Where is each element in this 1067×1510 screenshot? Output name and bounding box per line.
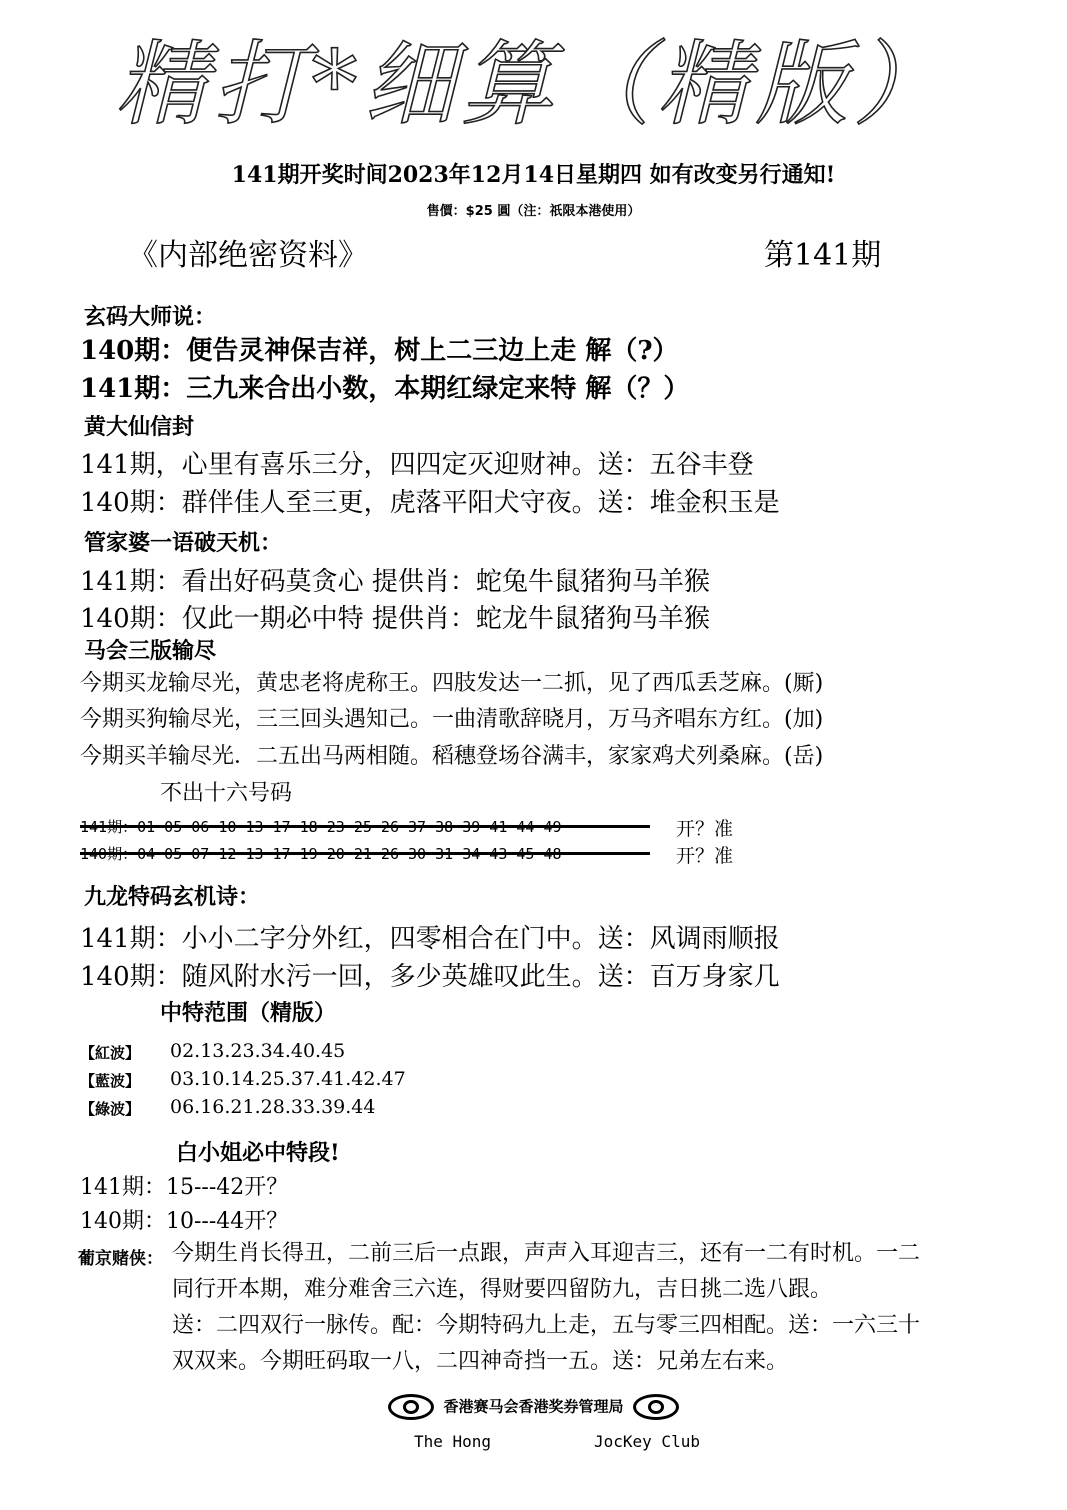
jockey-club-logo-icon	[633, 1394, 679, 1420]
jiulong-line-1: 141期：小小二字分外红，四零相合在门中。送：风调雨顺报	[80, 924, 780, 954]
pujing-line-3: 送：二四双行一脉传。配：今期特码九上走，五与零三四相配。送：一六三十	[172, 1313, 921, 1338]
mahui-line-1: 今期买龙输尽光，黄忠老将虎称王。四肢发达一二抓，见了西瓜丢芝麻。(厮)	[80, 671, 824, 696]
pujing-line-4: 双双来。今期旺码取一八，二四神奇挡一五。送：兄弟左右来。	[172, 1349, 789, 1374]
section-heading-guanjiapo: 管家婆一语破天机：	[84, 530, 283, 556]
huangdaxian-line-2: 140期：群伴佳人至三更，虎落平阳犬守夜。送：堆金积玉是	[80, 488, 780, 518]
issue-number: 第141期	[764, 238, 882, 273]
strikethrough-line	[80, 825, 650, 828]
blue-wave-label: 【藍波】	[80, 1072, 141, 1090]
doc-name: 《内部绝密资料》	[128, 238, 368, 273]
green-wave-numbers: 06.16.21.28.33.39.44	[170, 1096, 376, 1118]
page-title: 精打*细算（精版）	[115, 31, 952, 138]
guanjiapo-line-2: 140期：仅此一期必中特 提供肖：蛇龙牛鼠猪狗马羊猴	[80, 604, 710, 634]
baixiaojie-line-2: 140期：10---44开？	[80, 1209, 289, 1234]
footer-org	[0, 1394, 1067, 1420]
section-heading-xuanma: 玄码大师说：	[84, 304, 217, 330]
mahui-line-2: 今期买狗输尽光，三三回头遇知己。一曲清歌辞晓月，万马齐唱东方红。(加)	[80, 707, 824, 732]
xuanma-line-1: 140期：便告灵神保吉祥，树上二三边上走 解（?）	[80, 336, 679, 366]
footer-org-name: 香港赛马会香港奖券管理局	[443, 1397, 624, 1416]
blue-wave-numbers: 03.10.14.25.37.41.42.47	[170, 1068, 406, 1090]
section-heading-fanwei: 中特范围（精版）	[160, 1000, 337, 1026]
pujing-line-1: 今期生肖长得丑，二前三后一点跟，声声入耳迎吉三，还有一二有时机。一二	[172, 1241, 921, 1266]
red-wave-label: 【紅波】	[80, 1044, 141, 1062]
section-heading-buchu: 不出十六号码	[160, 781, 293, 806]
huangdaxian-line-1: 141期，心里有喜乐三分，四四定灭迎财神。送：五谷丰登	[80, 450, 754, 480]
section-heading-jiulong: 九龙特码玄机诗：	[84, 884, 261, 910]
section-heading-baixiaojie: 白小姐必中特段!	[176, 1140, 340, 1166]
pujing-label: 葡京赌侠：	[78, 1249, 163, 1269]
footer-english-left: The Hong	[414, 1432, 492, 1451]
baixiaojie-line-1: 141期：15---42开？	[80, 1175, 289, 1200]
footer-english-right: JocKey Club	[594, 1432, 700, 1451]
mahui-line-3: 今期买羊输尽光．二五出马两相随。稻穗登场谷满丰，家家鸡犬列桑麻。(岳)	[80, 744, 824, 769]
pujing-line-2: 同行开本期，难分难舍三六连，得财要四留防九，吉日挑二选八跟。	[172, 1277, 833, 1302]
draw-date-notice: 141期开奖时间2023年12月14日星期四 如有改变另行通知!	[231, 162, 836, 188]
section-heading-huangdaxian: 黄大仙信封	[84, 414, 195, 440]
xuanma-line-2: 141期：三九来合出小数，本期红绿定来特 解（？）	[80, 374, 690, 404]
red-wave-numbers: 02.13.23.34.40.45	[170, 1040, 346, 1062]
jiulong-line-2: 140期：随风附水污一回，多少英雄叹此生。送：百万身家几	[80, 962, 780, 992]
section-heading-mahui: 马会三版输尽	[84, 638, 217, 664]
excluded-suffix-141: 开？准	[676, 818, 734, 840]
price-note: 售價：$25 圓（注：祇限本港使用）	[426, 204, 641, 219]
strikethrough-line	[80, 852, 650, 855]
guanjiapo-line-1: 141期：看出好码莫贪心 提供肖：蛇兔牛鼠猪狗马羊猴	[80, 567, 710, 597]
excluded-suffix-140: 开？准	[676, 845, 734, 867]
jockey-club-logo-icon	[388, 1394, 434, 1420]
green-wave-label: 【綠波】	[80, 1100, 141, 1118]
